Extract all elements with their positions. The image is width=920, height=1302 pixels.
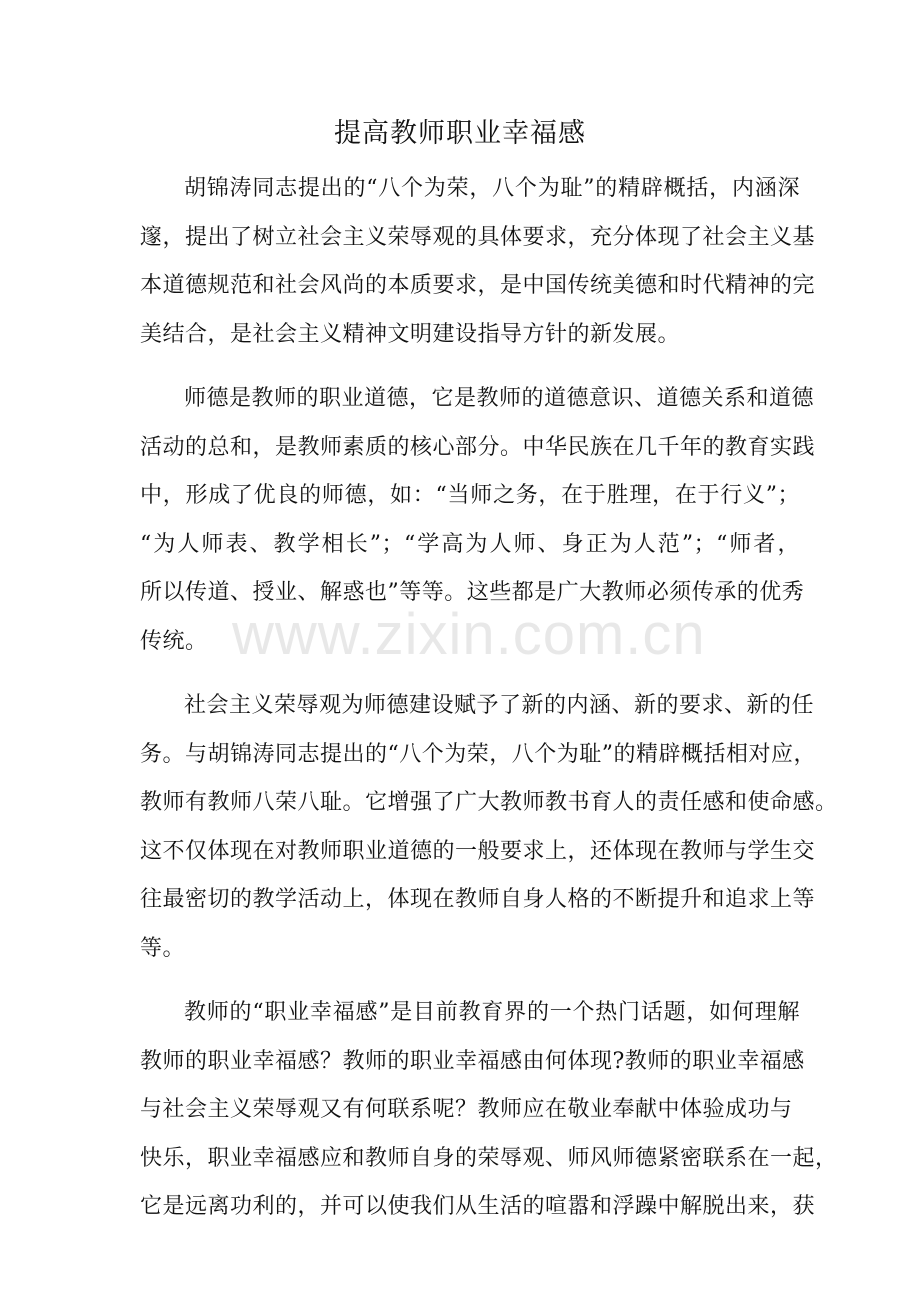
paragraph-line: 教师有教师八荣八耻。它增强了广大教师教书育人的责任感和使命感。 <box>140 790 838 815</box>
paragraph-line: “为人师表、教学相长”；“学高为人师、身正为人范”；“师者， <box>140 531 800 557</box>
paragraph-line: 邃，提出了树立社会主义荣辱观的具体要求，充分体现了社会主义基 <box>140 224 816 250</box>
paragraph-line: 活动的总和，是教师素质的核心部分。中华民族在几千年的教育实践 <box>140 434 816 460</box>
paragraph-line: 快乐，职业幸福感应和教师自身的荣辱观、师风师德紧密联系在一起， <box>140 1145 838 1171</box>
paragraph-2 <box>140 375 816 666</box>
paragraph-line: 所以传道、授业、解惑也”等等。这些都是广大教师必须传承的优秀 <box>140 580 805 605</box>
paragraph-line: 教师的“职业幸福感”是目前教育界的一个热门话题，如何理解 <box>184 1000 800 1025</box>
paragraph-line: 传统。 <box>140 628 208 654</box>
paragraph-line: 等。 <box>140 935 186 961</box>
paragraph-line: 务。与胡锦涛同志提出的“八个为荣，八个为耻”的精辟概括相对应， <box>140 741 816 767</box>
document-title: 提高教师职业幸福感 <box>334 118 586 149</box>
document-body <box>140 165 838 1248</box>
paragraph-line: 教师的职业幸福感？教师的职业幸福感由何体现?教师的职业幸福感 <box>140 1048 805 1074</box>
paragraph-line: 往最密切的教学活动上，体现在教师自身人格的不断提升和追求上等 <box>140 887 816 912</box>
paragraph-3 <box>140 682 838 973</box>
paragraph-line: 它是远离功利的，并可以使我们从生活的喧嚣和浮躁中解脱出来，获 <box>140 1194 816 1219</box>
paragraph-line: 社会主义荣辱观为师德建设赋予了新的内涵、新的要求、新的任 <box>184 693 815 718</box>
site-watermark: www.zixin.com.cn <box>232 602 706 667</box>
paragraph-4 <box>140 989 838 1232</box>
paragraph-line: 胡锦涛同志提出的“八个为荣，八个为耻”的精辟概括，内涵深 <box>184 176 800 201</box>
paragraph-line: 本道德规范和社会风尚的本质要求，是中国传统美德和时代精神的完 <box>140 273 816 298</box>
paragraph-line: 中，形成了优良的师德，如：“当师之务，在于胜理，在于行义”； <box>140 483 800 508</box>
paragraph-line: 美结合，是社会主义精神文明建设指导方针的新发展。 <box>140 321 681 347</box>
paragraph-line: 师德是教师的职业道德，它是教师的道德意识、道德关系和道德 <box>184 386 815 411</box>
paragraph-1 <box>140 165 816 359</box>
paragraph-line: 这不仅体现在对教师职业道德的一般要求上，还体现在教师与学生交 <box>140 838 816 864</box>
paragraph-line: 与社会主义荣辱观又有何联系呢？教师应在敬业奉献中体验成功与 <box>140 1097 793 1122</box>
